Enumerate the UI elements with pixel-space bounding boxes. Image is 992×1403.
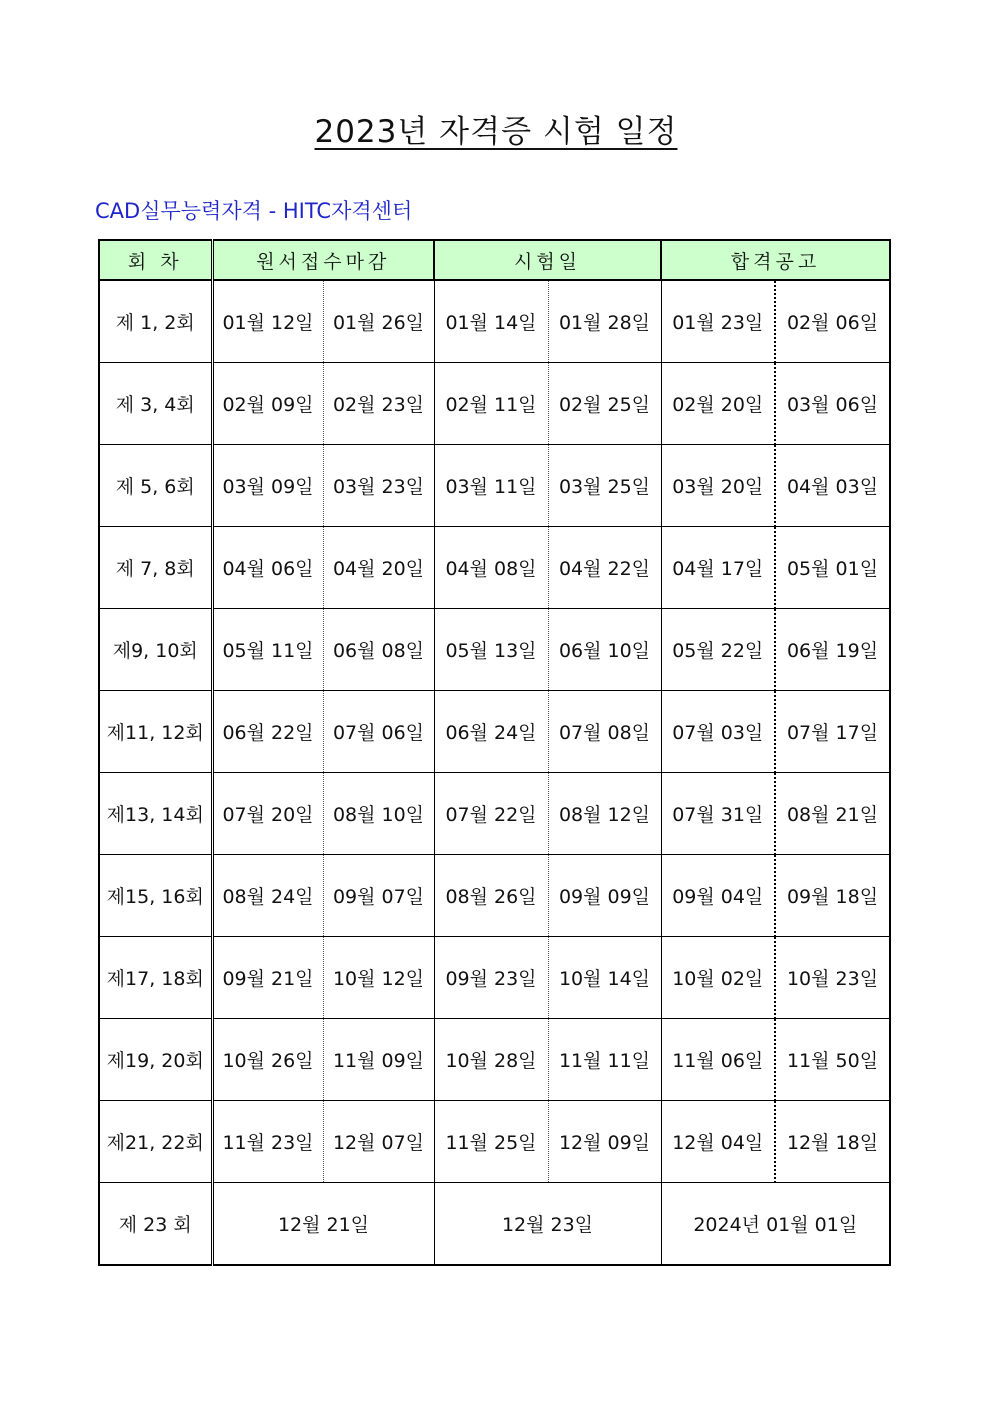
application-deadline-2: 10월 12일 — [323, 937, 434, 1019]
result-date-1: 04월 17일 — [661, 527, 775, 609]
exam-date-2: 09월 09일 — [548, 855, 661, 937]
round-cell: 제15, 16회 — [99, 855, 212, 937]
result-date-1: 02월 20일 — [661, 363, 775, 445]
application-deadline-2: 09월 07일 — [323, 855, 434, 937]
round-cell: 제11, 12회 — [99, 691, 212, 773]
exam-date-1: 08월 26일 — [434, 855, 548, 937]
result-date-2: 09월 18일 — [775, 855, 890, 937]
round-cell: 제13, 14회 — [99, 773, 212, 855]
table-row — [99, 691, 890, 773]
application-deadline-2: 07월 06일 — [323, 691, 434, 773]
application-deadline-1: 06월 22일 — [212, 691, 323, 773]
exam-schedule-table — [98, 239, 891, 1266]
result-date-2: 05월 01일 — [775, 527, 890, 609]
table-row — [99, 855, 890, 937]
exam-date: 12월 23일 — [434, 1183, 661, 1266]
application-deadline-2: 11월 09일 — [323, 1019, 434, 1101]
exam-date-1: 02월 11일 — [434, 363, 548, 445]
round-cell: 제 5, 6회 — [99, 445, 212, 527]
result-date-2: 04월 03일 — [775, 445, 890, 527]
application-deadline: 12월 21일 — [212, 1183, 434, 1266]
result-date: 2024년 01월 01일 — [661, 1183, 890, 1266]
result-date-1: 12월 04일 — [661, 1101, 775, 1183]
result-date-2: 07월 17일 — [775, 691, 890, 773]
result-date-2: 02월 06일 — [775, 280, 890, 363]
round-cell: 제19, 20회 — [99, 1019, 212, 1101]
exam-date-2: 08월 12일 — [548, 773, 661, 855]
application-deadline-1: 03월 09일 — [212, 445, 323, 527]
result-date-1: 11월 06일 — [661, 1019, 775, 1101]
exam-date-1: 04월 08일 — [434, 527, 548, 609]
table-row — [99, 1019, 890, 1101]
exam-date-1: 07월 22일 — [434, 773, 548, 855]
application-deadline-1: 05월 11일 — [212, 609, 323, 691]
table-row — [99, 773, 890, 855]
header-application: 원서접수마감 — [212, 240, 434, 280]
result-date-1: 10월 02일 — [661, 937, 775, 1019]
result-date-2: 06월 19일 — [775, 609, 890, 691]
result-date-1: 03월 20일 — [661, 445, 775, 527]
application-deadline-1: 01월 12일 — [212, 280, 323, 363]
exam-date-2: 01월 28일 — [548, 280, 661, 363]
application-deadline-1: 07월 20일 — [212, 773, 323, 855]
application-deadline-1: 09월 21일 — [212, 937, 323, 1019]
table-header-row — [99, 240, 890, 280]
result-date-2: 11월 50일 — [775, 1019, 890, 1101]
exam-date-1: 09월 23일 — [434, 937, 548, 1019]
exam-date-1: 06월 24일 — [434, 691, 548, 773]
table-row — [99, 527, 890, 609]
result-date-1: 05월 22일 — [661, 609, 775, 691]
exam-date-2: 10월 14일 — [548, 937, 661, 1019]
exam-date-1: 03월 11일 — [434, 445, 548, 527]
result-date-2: 12월 18일 — [775, 1101, 890, 1183]
exam-date-2: 02월 25일 — [548, 363, 661, 445]
result-date-2: 08월 21일 — [775, 773, 890, 855]
application-deadline-1: 02월 09일 — [212, 363, 323, 445]
table-row — [99, 280, 890, 363]
header-result: 합격공고 — [661, 240, 890, 280]
exam-date-2: 11월 11일 — [548, 1019, 661, 1101]
application-deadline-2: 01월 26일 — [323, 280, 434, 363]
result-date-2: 10월 23일 — [775, 937, 890, 1019]
result-date-1: 07월 31일 — [661, 773, 775, 855]
round-cell: 제 23 회 — [99, 1183, 212, 1266]
result-date-2: 03월 06일 — [775, 363, 890, 445]
table-row — [99, 1101, 890, 1183]
page-title — [0, 112, 992, 152]
exam-date-2: 07월 08일 — [548, 691, 661, 773]
round-cell: 제21, 22회 — [99, 1101, 212, 1183]
header-exam: 시험일 — [434, 240, 661, 280]
application-deadline-1: 04월 06일 — [212, 527, 323, 609]
result-date-1: 09월 04일 — [661, 855, 775, 937]
table-row — [99, 363, 890, 445]
round-cell: 제17, 18회 — [99, 937, 212, 1019]
table-row — [99, 937, 890, 1019]
application-deadline-2: 04월 20일 — [323, 527, 434, 609]
result-date-1: 01월 23일 — [661, 280, 775, 363]
exam-date-2: 03월 25일 — [548, 445, 661, 527]
application-deadline-1: 11월 23일 — [212, 1101, 323, 1183]
round-cell: 제 1, 2회 — [99, 280, 212, 363]
round-cell: 제 7, 8회 — [99, 527, 212, 609]
table-row — [99, 445, 890, 527]
application-deadline-2: 08월 10일 — [323, 773, 434, 855]
exam-date-1: 05월 13일 — [434, 609, 548, 691]
application-deadline-2: 06월 08일 — [323, 609, 434, 691]
exam-date-2: 12월 09일 — [548, 1101, 661, 1183]
table-body — [99, 280, 890, 1265]
round-cell: 제 3, 4회 — [99, 363, 212, 445]
application-deadline-2: 12월 07일 — [323, 1101, 434, 1183]
application-deadline-1: 10월 26일 — [212, 1019, 323, 1101]
page-title-text: 2023년 자격증 시험 일정 — [314, 114, 678, 150]
round-cell: 제9, 10회 — [99, 609, 212, 691]
exam-date-1: 11월 25일 — [434, 1101, 548, 1183]
exam-date-2: 04월 22일 — [548, 527, 661, 609]
exam-date-2: 06월 10일 — [548, 609, 661, 691]
exam-date-1: 01월 14일 — [434, 280, 548, 363]
result-date-1: 07월 03일 — [661, 691, 775, 773]
header-round: 회 차 — [99, 240, 212, 280]
exam-date-1: 10월 28일 — [434, 1019, 548, 1101]
application-deadline-2: 03월 23일 — [323, 445, 434, 527]
application-deadline-2: 02월 23일 — [323, 363, 434, 445]
table-row-final — [99, 1183, 890, 1266]
section-subtitle: CAD실무능력자격 - HITC자격센터 — [95, 199, 413, 223]
table-row — [99, 609, 890, 691]
application-deadline-1: 08월 24일 — [212, 855, 323, 937]
